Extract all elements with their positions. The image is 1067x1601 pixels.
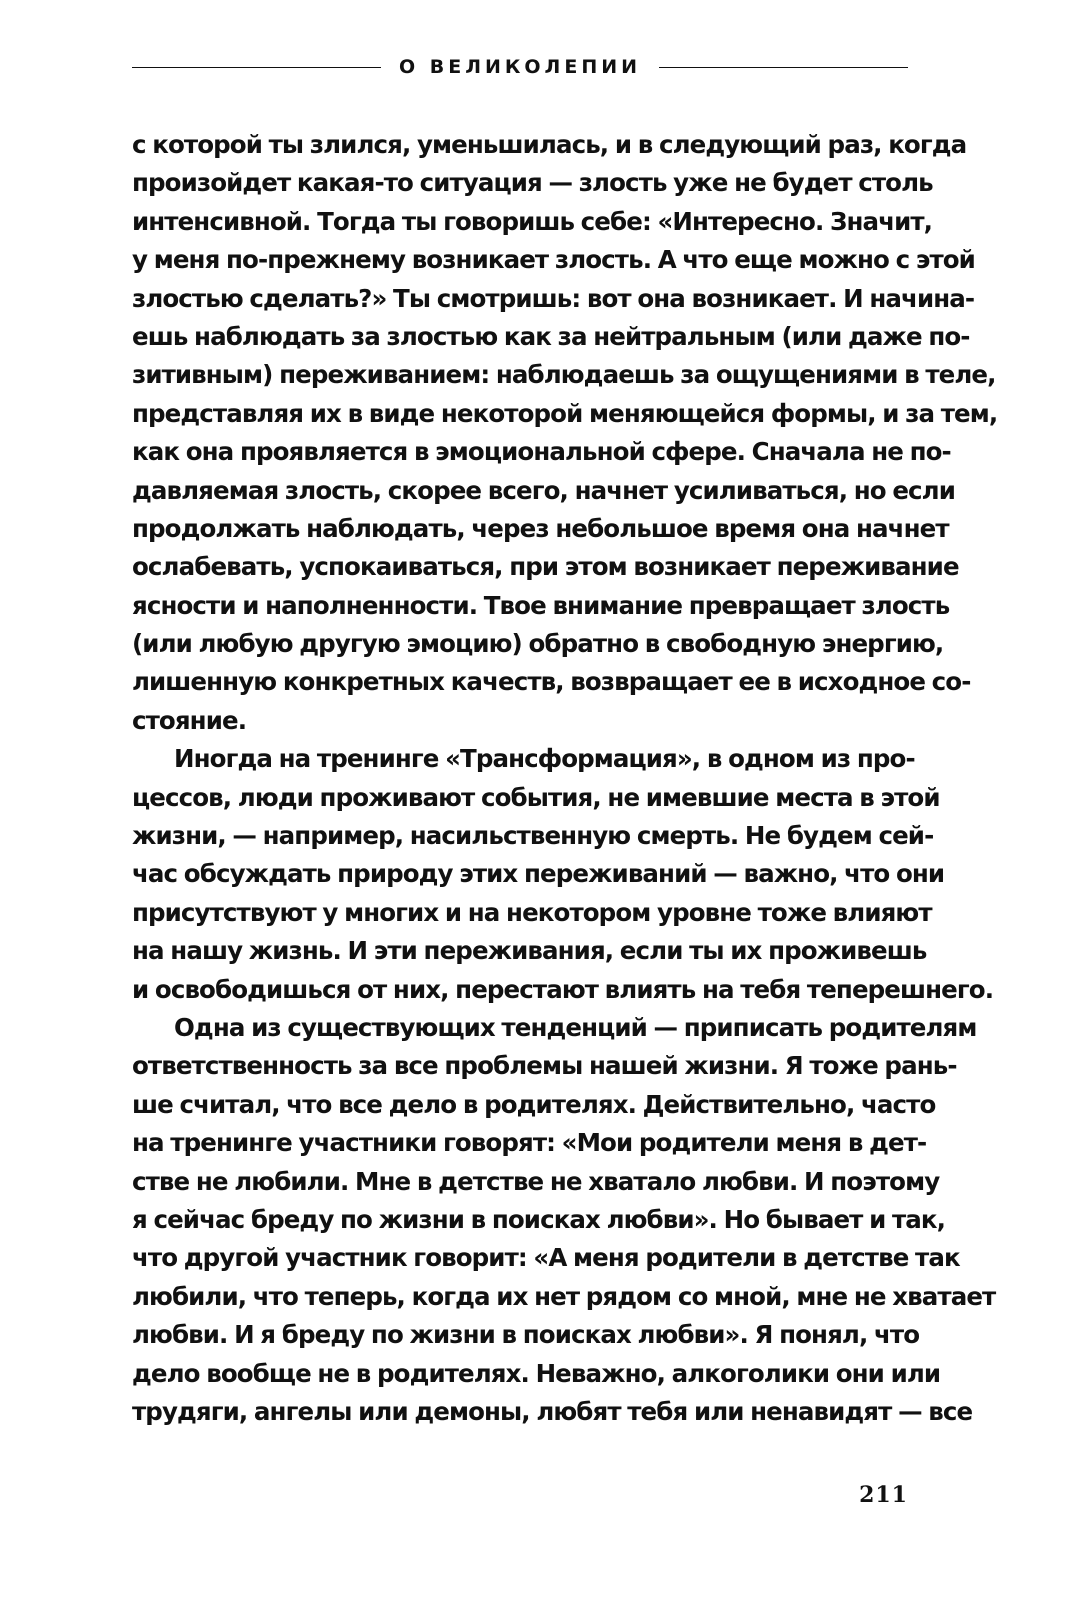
text-line: стояние. [132, 705, 247, 735]
text-line: (или любую другую эмоцию) обратно в свободную энергию, [132, 629, 944, 659]
text-line: и освободишься от них, перестают влиять на тебя теперешнего. [132, 974, 994, 1004]
text-line: ше считал, что все дело в родителях. Действительно, часто [132, 1089, 936, 1119]
body-text [132, 126, 998, 1431]
text-line: лишенную конкретных качеств, возвращает ее в исходное со- [132, 667, 971, 697]
text-line: давляемая злость, скорее всего, начнет усиливаться, но если [132, 475, 955, 505]
text-line: трудяги, ангелы или демоны, любят тебя или ненавидят — все [132, 1396, 973, 1426]
text-line: любили, что теперь, когда их нет рядом со мной, мне не хватает [132, 1281, 996, 1311]
text-line: цессов, люди проживают события, не имевшие места в этой [132, 782, 940, 812]
text-line: на нашу жизнь. И эти переживания, если ты их проживешь [132, 936, 927, 966]
text-line: Одна из существующих тенденций — приписать родителям [174, 1012, 977, 1042]
text-line: на тренинге участники говорят: «Мои родители меня в дет- [132, 1128, 927, 1158]
text-line: час обсуждать природу этих переживаний — важно, что они [132, 859, 945, 889]
text-line: присутствуют у многих и на некотором уровне тоже влияют [132, 897, 932, 927]
text-line: интенсивной. Тогда ты говоришь себе: «Интересно. Значит, [132, 206, 933, 236]
text-line: что другой участник говорит: «А меня родители в детстве так [132, 1243, 960, 1273]
page-number: 211 [859, 1482, 908, 1508]
text-line: ясности и наполненности. Твое внимание превращает злость [132, 590, 950, 620]
text-line: продолжать наблюдать, через небольшое время она начнет [132, 513, 949, 543]
header-rule-right [659, 67, 908, 68]
text-line: ответственность за все проблемы нашей жизни. Я тоже рань- [132, 1051, 957, 1081]
text-line: Иногда на тренинге «Трансформация», в одном из про- [174, 744, 915, 774]
text-line: я сейчас бреду по жизни в поисках любви». Но бывает и так, [132, 1204, 946, 1234]
text-line: дело вообще не в родителях. Неважно, алкоголики они или [132, 1358, 941, 1388]
running-header-title: О ВЕЛИКОЛЕПИИ [398, 56, 642, 78]
text-line: ешь наблюдать за злостью как за нейтральным (или даже по- [132, 321, 970, 351]
header-rule-left [132, 67, 381, 68]
text-line: жизни, — например, насильственную смерть. Не будем сей- [132, 821, 934, 851]
text-line: у меня по-прежнему возникает злость. А что еще можно с этой [132, 245, 975, 275]
text-line: стве не любили. Мне в детстве не хватало любви. И поэтому [132, 1166, 940, 1196]
text-line: любви. И я бреду по жизни в поисках любви». Я понял, что [132, 1320, 920, 1350]
text-line: представляя их в виде некоторой меняющейся формы, и за тем, [132, 398, 998, 428]
text-line: с которой ты злился, уменьшилась, и в следующий раз, когда [132, 130, 967, 159]
running-header [132, 56, 908, 78]
text-line: зитивным) переживанием: наблюдаешь за ощущениями в теле, [132, 360, 996, 390]
text-line: произойдет какая-то ситуация — злость уже не будет столь [132, 168, 933, 198]
text-line: как она проявляется в эмоциональной сфере. Сначала не по- [132, 437, 951, 467]
text-line: ослабевать, успокаиваться, при этом возникает переживание [132, 552, 959, 582]
text-line: злостью сделать?» Ты смотришь: вот она возникает. И начина- [132, 283, 975, 313]
